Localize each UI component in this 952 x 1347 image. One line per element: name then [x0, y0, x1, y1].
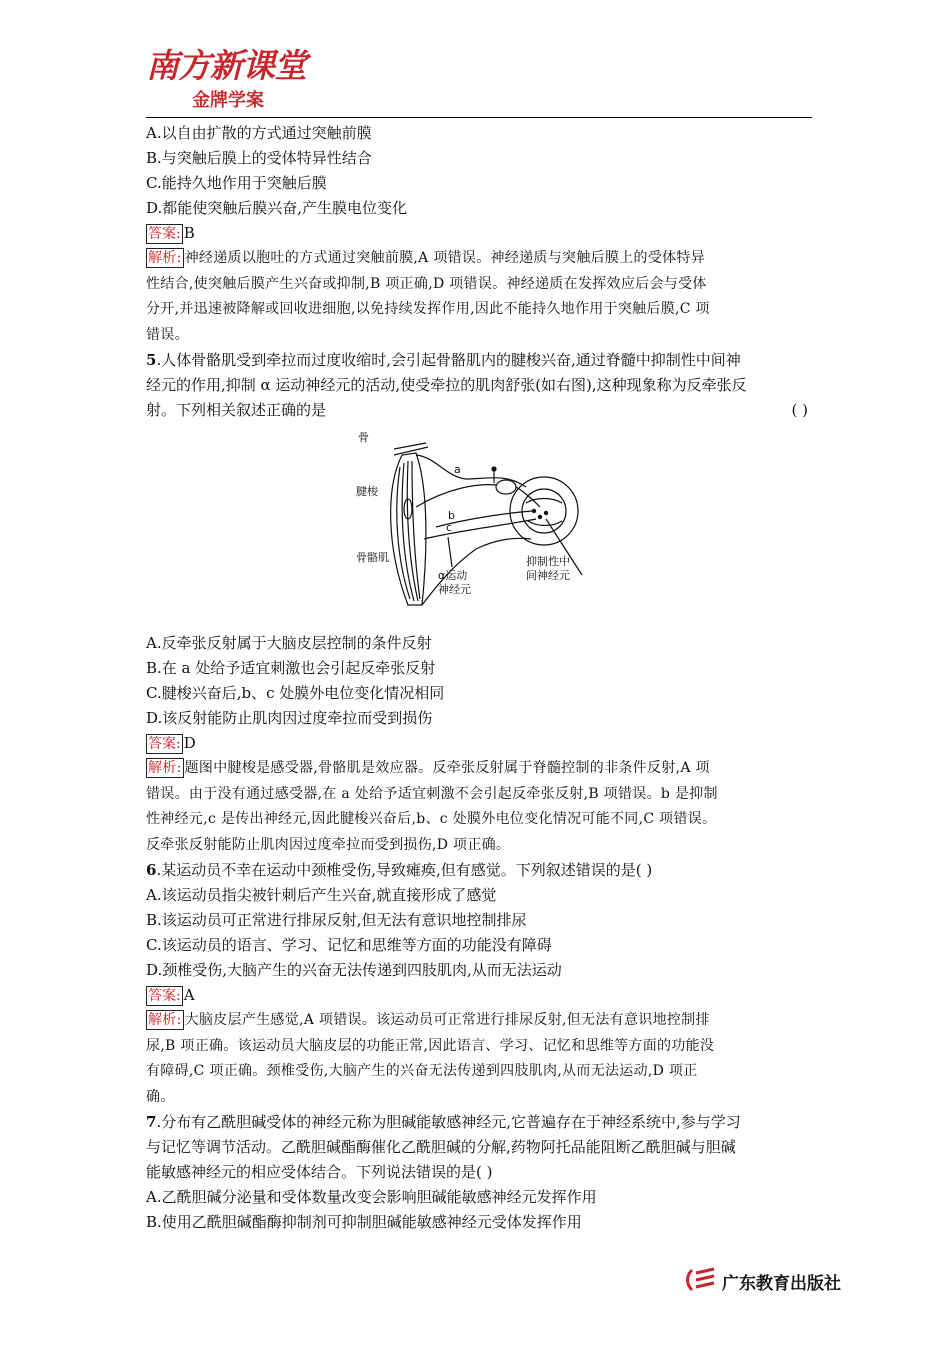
q6-explain-line: 有障碍,C 项正确。颈椎受伤,大脑产生的兴奋无法传递到四肢肌肉,从而无法运动,D 项正 — [146, 1063, 698, 1079]
q6-option-d: D.颈椎受伤,大脑产生的兴奋无法传递到四肢肌肉,从而无法运动 — [146, 961, 562, 979]
q6-stem: 6.某运动员不幸在运动中颈椎受伤,导致瘫痪,但有感觉。下列叙述错误的是( ) — [146, 861, 653, 879]
q7-stem-line: 能敏感神经元的相应受体结合。下列说法错误的是( ) — [146, 1163, 493, 1181]
q5-number: 5 — [146, 351, 157, 369]
label-motor-neuron-2: 神经元 — [438, 583, 471, 596]
q6-explain-line: 确。 — [146, 1088, 175, 1105]
label-a: a — [454, 463, 461, 476]
motor-pointer — [448, 537, 452, 567]
q6-option-b: B.该运动员可正常进行排尿反射,但无法有意识地控制排尿 — [146, 911, 527, 929]
q5-stem-line: 经元的作用,抑制 α 运动神经元的活动,使受牵拉的肌肉舒张(如右图),这种现象称为反牵张反 — [146, 376, 747, 394]
q6-answer: A — [183, 986, 195, 1004]
q5-explain-line: 反牵张反射能防止肌肉因过度牵拉而受到损伤,D 项正确。 — [146, 836, 511, 853]
publisher-logo — [146, 40, 326, 116]
label-skeletal-muscle: 骨骼肌 — [356, 551, 389, 564]
q7-stem-line: 与记忆等调节活动。乙酰胆碱酯酶催化乙酰胆碱的分解,药物阿托品能阻断乙酰胆碱与胆碱 — [146, 1138, 736, 1156]
q4-explain-line: 性结合,使突触后膜产生兴奋或抑制,B 项正确,D 项错误。神经递质在发挥效应后会与受体 — [146, 275, 707, 292]
q4-answer-row — [146, 221, 812, 246]
label-interneuron-1: 抑制性中 — [526, 555, 570, 568]
spinal-cord-outer — [510, 477, 578, 545]
dorsal-root-ganglion — [496, 480, 516, 494]
afferent-fiber-a — [416, 485, 496, 507]
label-interneuron-2: 间神经元 — [526, 569, 570, 582]
q4-option-c: C.能持久地作用于突触后膜 — [146, 174, 327, 192]
q6-option-a: A.该运动员指尖被针刺后产生兴奋,就直接形成了感觉 — [146, 886, 497, 904]
answer-tag: 答案: — [148, 988, 181, 1004]
label-motor-neuron-1: α运动 — [438, 569, 468, 582]
q7-number: 7 — [146, 1113, 157, 1131]
q4-answer: B — [183, 224, 195, 242]
motor-fiber-c — [424, 519, 536, 539]
explain-tag: 解析: — [148, 760, 182, 776]
q4-option-d: D.都能使突触后膜兴奋,产生膜电位变化 — [146, 199, 408, 217]
q5-explain-line: 错误。由于没有通过感受器,在 a 处给予适宜刺激不会引起反牵张反射,B 项错误。b 是抑制 — [146, 785, 718, 802]
q5-stem-line: 5.人体骨骼肌受到牵拉而过度收缩时,会引起骨骼肌内的腱梭兴奋,通过脊髓中抑制性中间神 — [146, 351, 741, 369]
q5-option-c: C.腱梭兴奋后,b、c 处膜外电位变化情况相同 — [146, 684, 445, 702]
q6-number: 6 — [146, 861, 157, 879]
label-tendon-spindle: 腱梭 — [356, 485, 378, 498]
answer-paren: ( ) — [791, 401, 808, 419]
q7-stem-line: 7.分布有乙酰胆碱受体的神经元称为胆碱能敏感神经元,它普遍存在于神经系统中,参与学习 — [146, 1113, 741, 1131]
publisher-name: 广东教育出版社 — [722, 1274, 841, 1294]
q4-option-a: A.以自由扩散的方式通过突触前膜 — [146, 124, 372, 142]
logo-title: 南方新课堂 — [146, 46, 306, 85]
q6-explain-line: 解析: 大脑皮层产生感觉,A 项错误。该运动员可正常进行排尿反射,但无法有意识地控制排 — [148, 1012, 710, 1028]
q5-explain-line: 性神经元,c 是传出神经元,因此腱梭兴奋后,b、c 处膜外电位变化情况可能不同,C 项错误。 — [146, 811, 717, 827]
header-rule — [146, 117, 812, 118]
answer-tag: 答案: — [148, 736, 181, 752]
q4-option-b: B.与突触后膜上的受体特异性结合 — [146, 149, 372, 167]
label-bone: 骨 — [358, 431, 369, 444]
q5-answer-row — [146, 731, 812, 756]
q7-option-b: B.使用乙酰胆碱酯酶抑制剂可抑制胆碱能敏感神经元受体发挥作用 — [146, 1213, 582, 1231]
q4-explain-line: 错误。 — [146, 326, 189, 343]
logo-subtitle: 金牌学案 — [192, 90, 264, 111]
q6-explain-line: 尿,B 项正确。该运动员大脑皮层的功能正常,因此语言、学习、记忆和思维等方面的功能没 — [146, 1037, 715, 1054]
explain-tag: 解析: — [148, 1012, 182, 1028]
q5-option-b: B.在 a 处给予适宜刺激也会引起反牵张反射 — [146, 659, 436, 677]
q4-explain-line: 分开,并迅速被降解或回收进细胞,以免持续发挥作用,因此不能持久地作用于突触后膜,C 项 — [146, 301, 710, 317]
label-b: b — [448, 509, 455, 522]
q5-stem-line: 射。下列相关叙述正确的是 ( ) — [146, 398, 812, 423]
reflex-diagram-svg — [356, 427, 606, 617]
reflex-diagram — [146, 427, 812, 627]
q5-option-a: A.反牵张反射属于大脑皮层控制的条件反射 — [146, 634, 432, 652]
q5-option-d: D.该反射能防止肌肉因过度牵拉而受到损伤 — [146, 709, 433, 727]
page-content — [146, 121, 812, 1235]
label-c: c — [446, 521, 453, 534]
q4-explain-line: 解析: 神经递质以胞吐的方式通过突触前膜,A 项错误。神经递质与突触后膜上的受体特异 — [148, 250, 706, 266]
answer-tag: 答案: — [148, 226, 181, 242]
q6-option-c: C.该运动员的语言、学习、记忆和思维等方面的功能没有障碍 — [146, 936, 552, 954]
q7-option-a: A.乙酰胆碱分泌量和受体数量改变会影响胆碱能敏感神经元发挥作用 — [146, 1188, 597, 1206]
publisher-logo-icon — [684, 1266, 718, 1294]
q6-answer-row — [146, 983, 812, 1008]
explain-tag: 解析: — [148, 250, 182, 266]
q5-answer: D — [183, 734, 196, 752]
q5-explain-line: 解析: 题图中腱梭是感受器,骨骼肌是效应器。反牵张反射属于脊髓控制的非条件反射,A 项 — [148, 760, 710, 776]
